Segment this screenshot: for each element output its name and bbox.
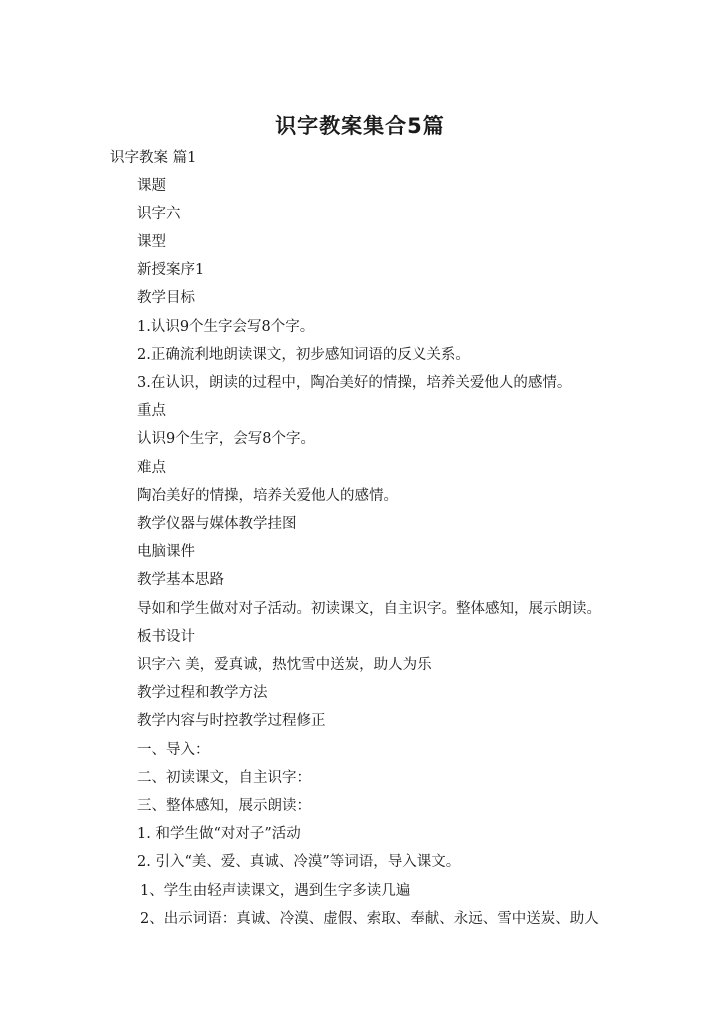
text-line: 三、整体感知，展示朗读： — [137, 798, 311, 814]
text-line: 1. 和学生做“对对子”活动 — [137, 826, 301, 842]
section-heading: 识字教案 篇1 — [110, 150, 197, 166]
text-line: 3.在认识，朗读的过程中，陶冶美好的情操，培养关爱他人的感情。 — [137, 375, 572, 391]
text-line: 识字六 美，爱真诚，热忱雪中送炭，助人为乐 — [137, 657, 432, 673]
text-line: 电脑课件 — [137, 544, 195, 560]
text-line: 导如和学生做对对子活动。初读课文，自主识字。整体感知，展示朗读。 — [137, 601, 601, 617]
text-line: 教学过程和教学方法 — [137, 685, 268, 701]
text-line: 板书设计 — [137, 629, 195, 645]
text-line: 重点 — [137, 403, 166, 419]
text-line: 新授案序1 — [137, 262, 205, 278]
text-line: 2.正确流利地朗读课文，初步感知词语的反义关系。 — [137, 347, 470, 363]
text-line: 教学仪器与媒体教学挂图 — [137, 516, 297, 532]
text-line: 认识9个生字，会写8个字。 — [137, 431, 315, 447]
text-line: 1.认识9个生字会写8个字。 — [137, 319, 315, 335]
text-line: 2. 引入“美、爱、真诚、冷漠”等词语，导入课文。 — [137, 854, 461, 870]
text-line: 教学内容与时控教学过程修正 — [137, 713, 326, 729]
text-line: 陶冶美好的情操，培养关爱他人的感情。 — [137, 488, 398, 504]
text-line: 课题 — [137, 178, 166, 194]
text-line: 2、出示词语：真诚、冷漠、虚假、索取、奉献、永远、雪中送炭、助人 — [140, 911, 599, 927]
text-line: 二、初读课文，自主识字： — [137, 770, 311, 786]
text-line: 教学目标 — [137, 290, 195, 306]
text-line: 教学基本思路 — [137, 572, 224, 588]
text-line: 一、导入： — [137, 742, 210, 758]
text-line: 识字六 — [137, 206, 181, 222]
document-title: 识字教案集合5篇 — [275, 114, 445, 138]
text-line: 课型 — [137, 234, 166, 250]
text-line: 难点 — [137, 460, 166, 476]
text-line: 1、学生由轻声读课文，遇到生字多读几遍 — [140, 883, 411, 899]
